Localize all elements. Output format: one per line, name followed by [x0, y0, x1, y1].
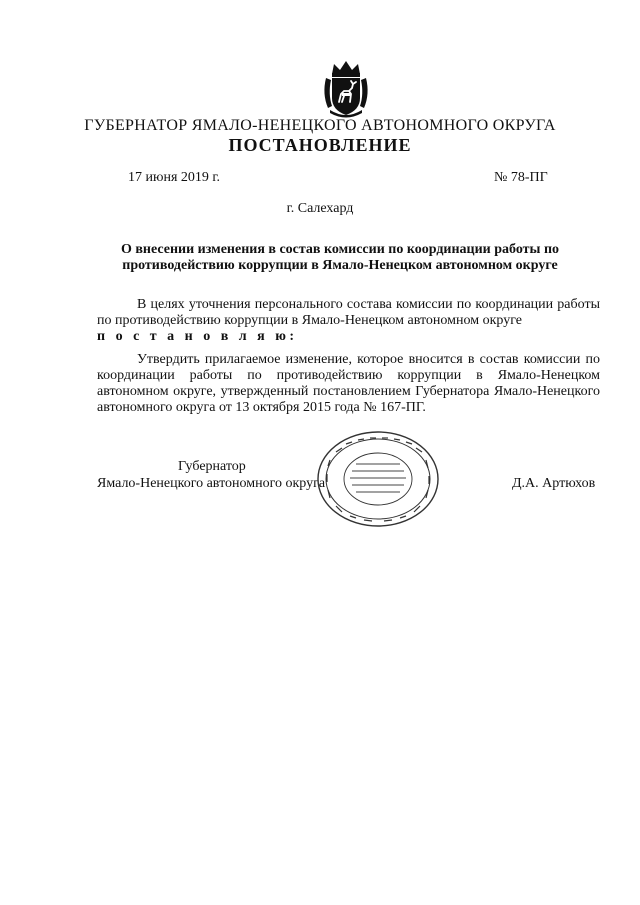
- coat-of-arms-icon: [318, 58, 374, 118]
- document-type: ПОСТАНОВЛЕНИЕ: [228, 135, 412, 155]
- issuer-title: ГУБЕРНАТОР ЯМАЛО-НЕНЕЦКОГО АВТОНОМНОГО ОКРУГА: [84, 117, 556, 134]
- signer-title-line1: Губернатор: [178, 459, 246, 474]
- preamble-paragraph: В целях уточнения персонального состава комиссии по координации работы по противодействию коррупции в Ямало-Ненецком автономном округе: [97, 297, 600, 328]
- signer-title-line2: Ямало-Ненецкого автономного округа: [97, 476, 326, 491]
- official-stamp-icon: [316, 430, 440, 528]
- document-heading: О внесении изменения в состав комиссии по координации работы по противодействию коррупции в Ямало-Ненецком автономном округе: [120, 242, 560, 273]
- document-city: г. Салехард: [286, 201, 354, 216]
- document-date: 17 июня 2019 г.: [128, 170, 221, 185]
- decree-word: п о с т а н о в л я ю:: [97, 329, 298, 344]
- signer-name: Д.А. Артюхов: [512, 476, 596, 491]
- document-number: № 78-ПГ: [494, 170, 548, 185]
- resolution-paragraph: Утвердить прилагаемое изменение, которое вносится в состав комиссии по координации работы по противодействию коррупции в Ямало-Ненецком автономном округе, утвержденный постановлением Губернатора Ямало-Ненецкого автономного округа от 13 октября 2015 года № 167-ПГ.: [97, 352, 600, 415]
